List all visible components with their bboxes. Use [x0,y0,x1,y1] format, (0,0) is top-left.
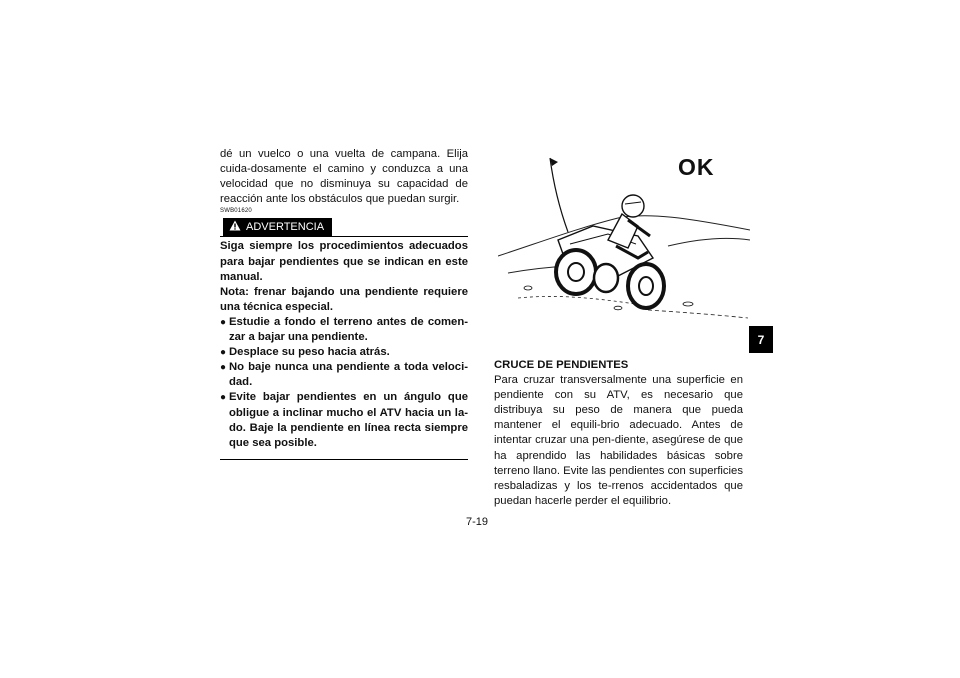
warning-paragraph-1: Siga siempre los procedimientos adecuados para bajar pendientes que se indican en este manual. [220,240,468,283]
warning-bottom-rule [220,459,468,460]
warning-code: SWB01620 [220,208,252,215]
intro-paragraph: dé un vuelco o una vuelta de campana. Elija cuida-dosamente el camino y conduzca a una velocidad que no disminuya su capacidad de reacción ante los obstáculos que puedan surgir. [220,148,468,206]
warning-top-rule [220,236,468,237]
warning-label-text: ADVERTENCIA [246,221,325,234]
bullet-text: Estudie a fondo el terreno antes de comen-zar a bajar una pendiente. [229,315,468,344]
bullet-item [220,345,468,360]
bullet-item [220,360,468,390]
warning-triangle-icon [229,220,241,234]
section-body: Para cruzar transversalmente una superficie en pendiente con su ATV, es necesario que distribuya su peso de manera que pueda mantener el equili-brio adecuado. Antes de intentar cruzar una pen-diente, asegúrese de que ha aprendido las habilidades básicas sobre terreno llano. Evite las pendientes con superficies resbaladizas y los te-rrenos accidentados que puedan hacerle perder el equilibrio. [494,374,743,507]
chapter-tab: 7 [749,326,773,353]
figure-ok-label: OK [678,154,715,180]
bullet-text: No baje nunca una pendiente a toda veloci-dad. [229,361,468,389]
bullet-icon: ● [220,347,227,359]
left-column [220,147,468,460]
bullet-text: Evite bajar pendientes en un ángulo que obligue a inclinar mucho el ATV hacia un la-do. Baje la pendiente en línea recta siempre que sea posible. [229,391,468,449]
section-heading: CRUCE DE PENDIENTES [494,359,629,371]
warning-body [220,239,468,450]
warning-label [223,218,332,236]
bullet-text: Desplace su peso hacia atrás. [229,346,390,359]
bullet-item [220,390,468,450]
page-number: 7-19 [466,516,489,528]
bullet-icon: ● [220,392,227,404]
bullet-icon: ● [220,362,227,374]
bullet-item [220,315,468,345]
warning-paragraph-2: Nota: frenar bajando una pendiente requiere una técnica especial. [220,285,468,313]
right-column [494,358,743,509]
bullet-icon: ● [220,316,227,328]
